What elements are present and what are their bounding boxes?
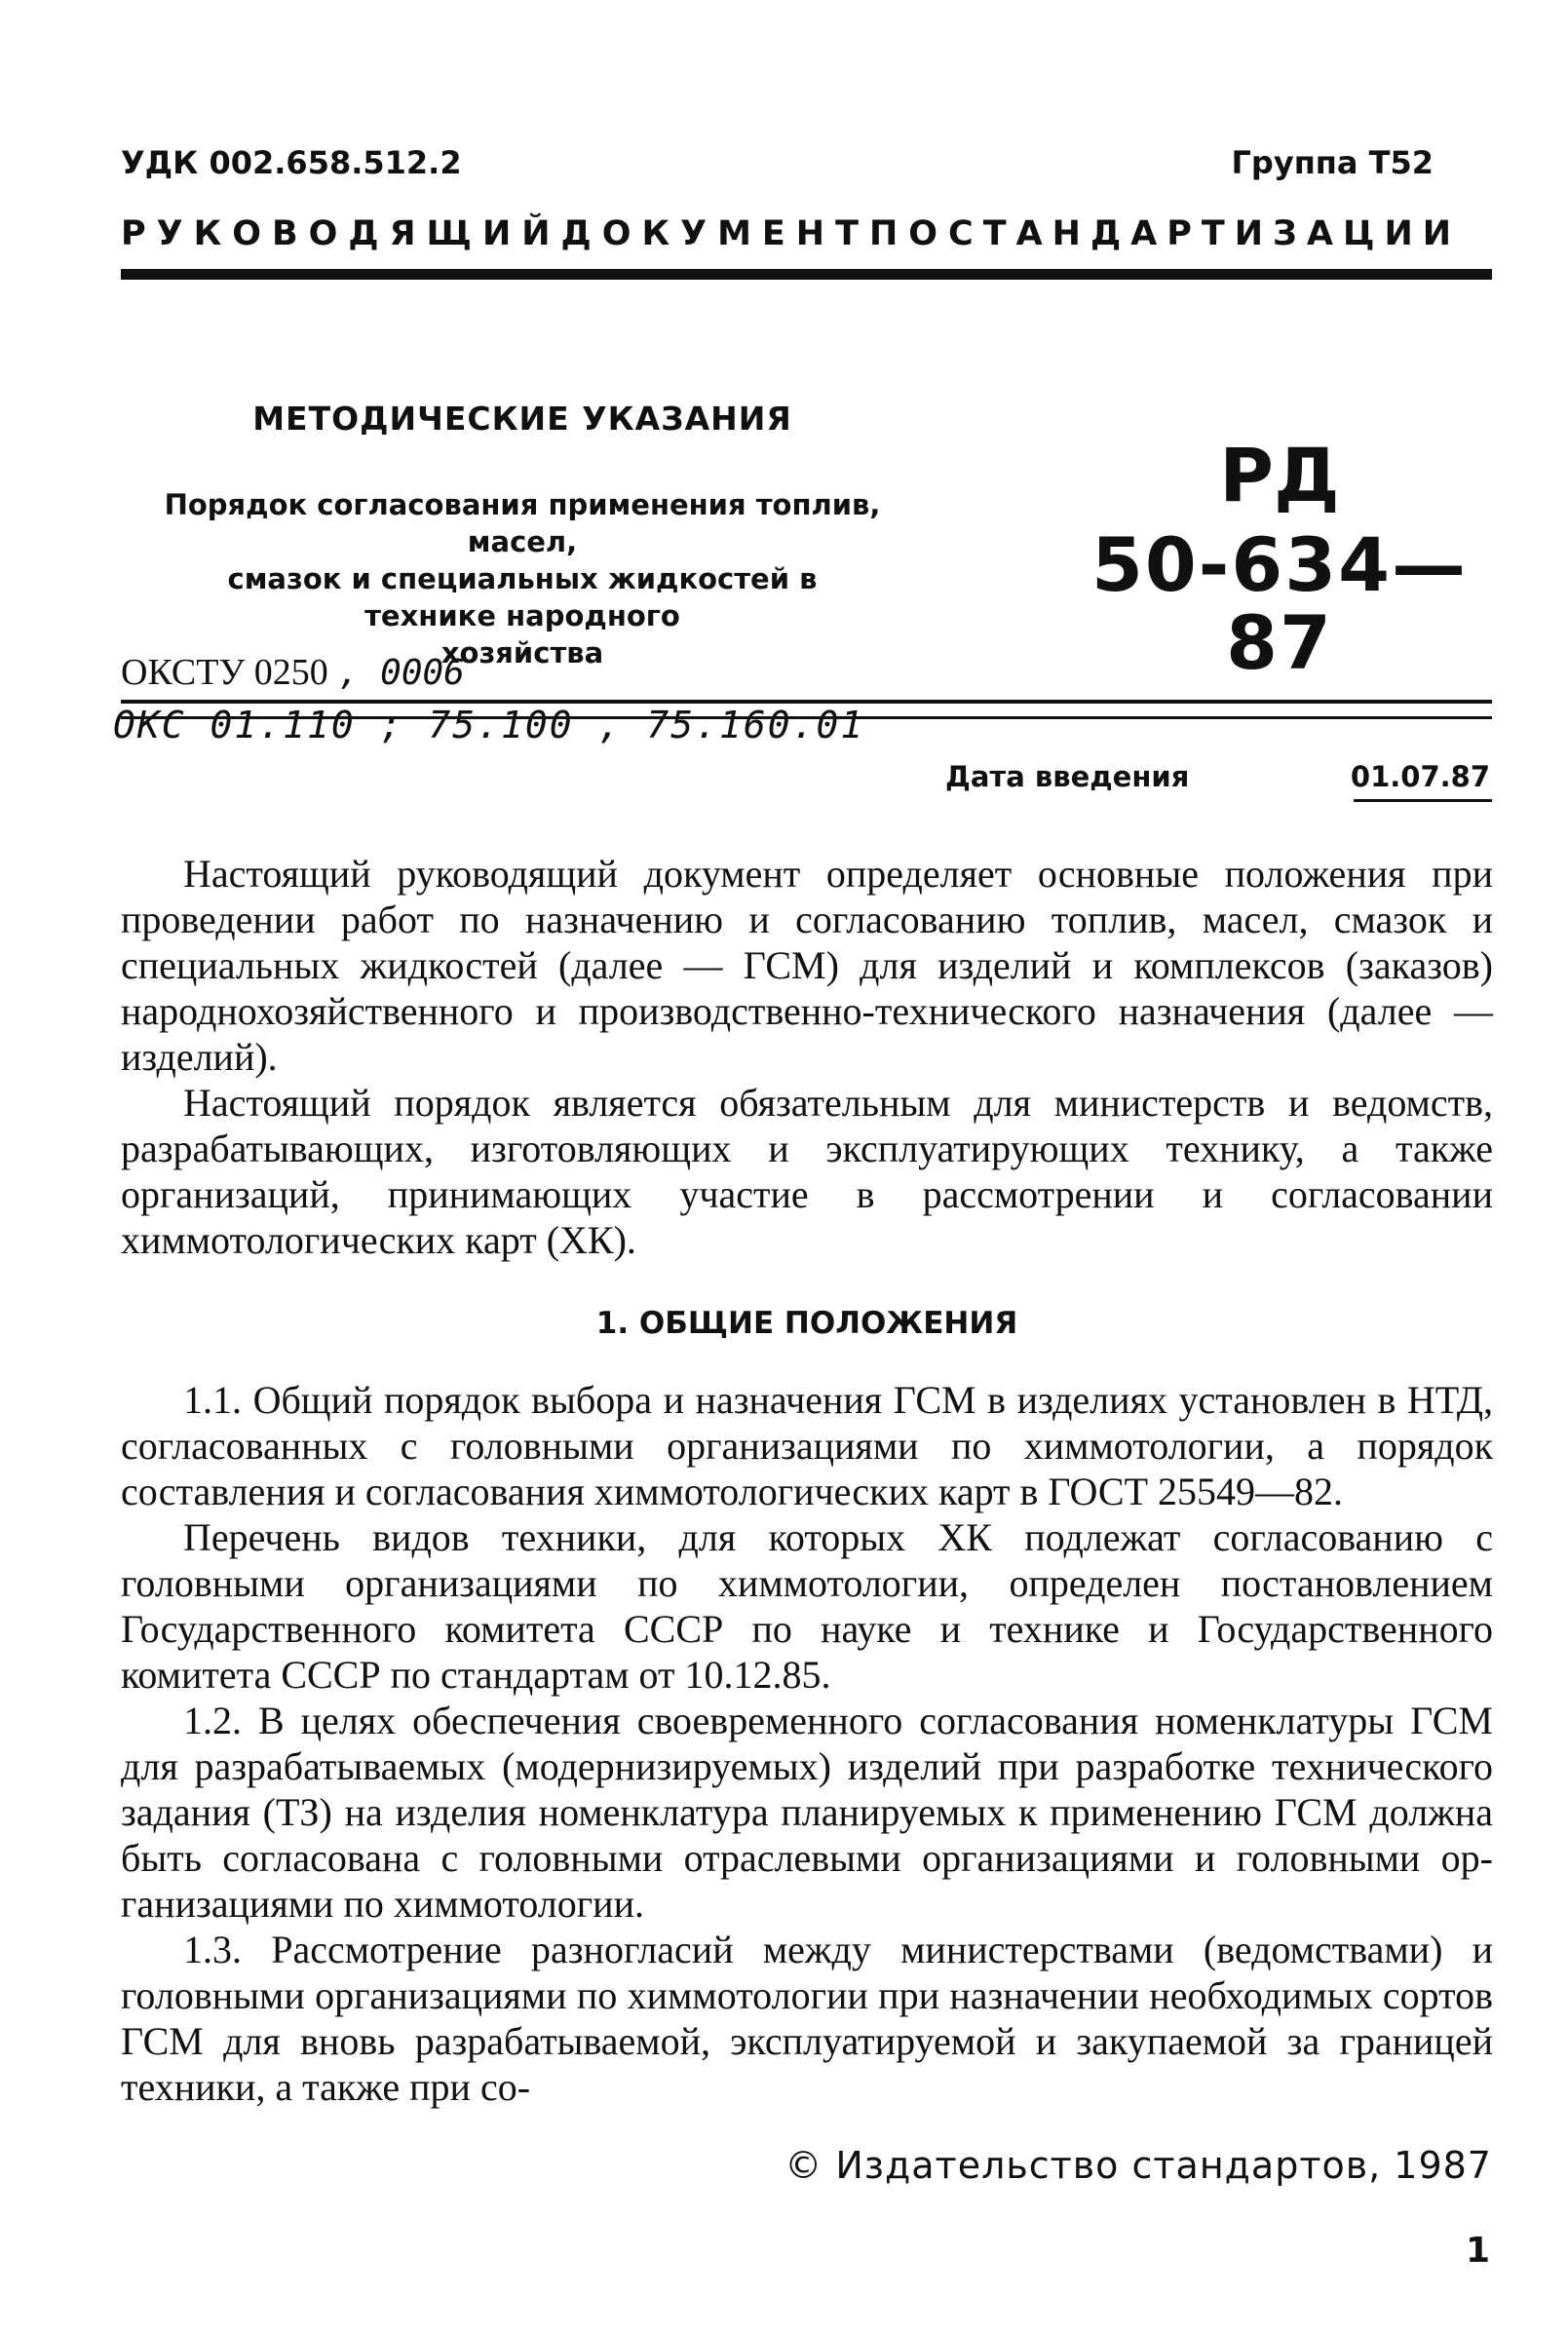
paragraph: Настоящий руководящий документ определяет основные положения при проведении работ по назначению и согласованию топлив, масел, смазок и специальных жидкостей (далее — ГСМ) для изделий и комплексов (заказов) народнохозяйственного и производственно-технического назначения (далее — изделий). [121, 852, 1493, 1079]
title-block [162, 400, 883, 671]
series-word: РУКОВОДЯЩИЙ [121, 214, 561, 253]
oksu-classification [121, 651, 465, 694]
okc-handwritten-note: ОКС 01.110 ; 75.100 , 75.160.01 [113, 704, 865, 746]
designation-number: 50-634—87 [1091, 521, 1468, 686]
oksu-handwritten-note: , 0006 [337, 653, 465, 693]
series-word: ПО [868, 214, 949, 253]
paragraph: 1.2. В целях обеспечения своевременного согласования номенклатуры ГСМ для разрабатываемых (модернизируемых) изделий при разработке технического задания (ТЗ) на изделия номенклатура планируемых к применению ГСМ должна быть согласована с головными отраслевыми организациями и головными организациями по химмотологии. [121, 1699, 1493, 1926]
series-word: ДОКУМЕНТ [560, 214, 869, 253]
header-divider [121, 269, 1492, 280]
document-subtitle [162, 486, 883, 671]
paragraph: Перечень видов техники, для которых ХК подлежат согласованию с головными организациями по химмотологии, определен постановлением Государственного комитета СССР по науке и технике и Государственного комитета СССР по стандартам от 10.12.85. [121, 1515, 1493, 1697]
intro-date-value: 01.07.87 [1350, 760, 1490, 793]
group-code: Группа Т52 [1231, 144, 1434, 181]
paragraph: Настоящий порядок является обязательным для министерств и ведомств, разрабатывающих, изготовляющих и эксплуатирующих технику, а также организаций, принимающих участие в рассмотрении и согласовании химмотологических карт (ХК). [121, 1081, 1493, 1262]
intro-text [121, 851, 1493, 1263]
paragraph: 1.1. Общий порядок выбора и назначения ГСМ в изделиях установлен в НТД, согласованных с головными организациями по химмотологии, а порядок составления и согласования химмотологических карт в ГОСТ 25549—82. [121, 1378, 1493, 1513]
designation-block [1075, 432, 1484, 686]
udk-code: УДК 002.658.512.2 [121, 144, 462, 181]
intro-date-underline [1354, 799, 1492, 802]
section-title: 1. ОБЩИЕ ПОЛОЖЕНИЯ [595, 1306, 1018, 1341]
subtitle-line: смазок и специальных жидкостей в технике народного [227, 562, 818, 632]
section-1-text [121, 1377, 1493, 2110]
page-number: 1 [1465, 2231, 1490, 2271]
paragraph: 1.3. Рассмотрение разногласий между министерствами (ведомствами) и головными организациями по химмотологии при назначении необходимых сортов ГСМ для вновь разрабатываемой, эксплуатируемой и закупаемой за границей техники, а также при со- [121, 1928, 1493, 2109]
subtitle-line: Порядок согласования применения топлив, масел, [164, 488, 881, 558]
designation-prefix: РД [1219, 432, 1340, 518]
subtitle-line: хозяйства [440, 636, 604, 669]
intro-date-label: Дата введения [945, 760, 1190, 793]
document-series-heading [121, 214, 1462, 253]
document-kind: МЕТОДИЧЕСКИЕ УКАЗАНИЯ [252, 400, 792, 438]
copyright: © Издательство стандартов, 1987 [784, 2144, 1492, 2187]
series-word: СТАНДАРТИЗАЦИИ [948, 214, 1462, 253]
oksu-label: ОКСТУ 0250 [121, 652, 328, 693]
